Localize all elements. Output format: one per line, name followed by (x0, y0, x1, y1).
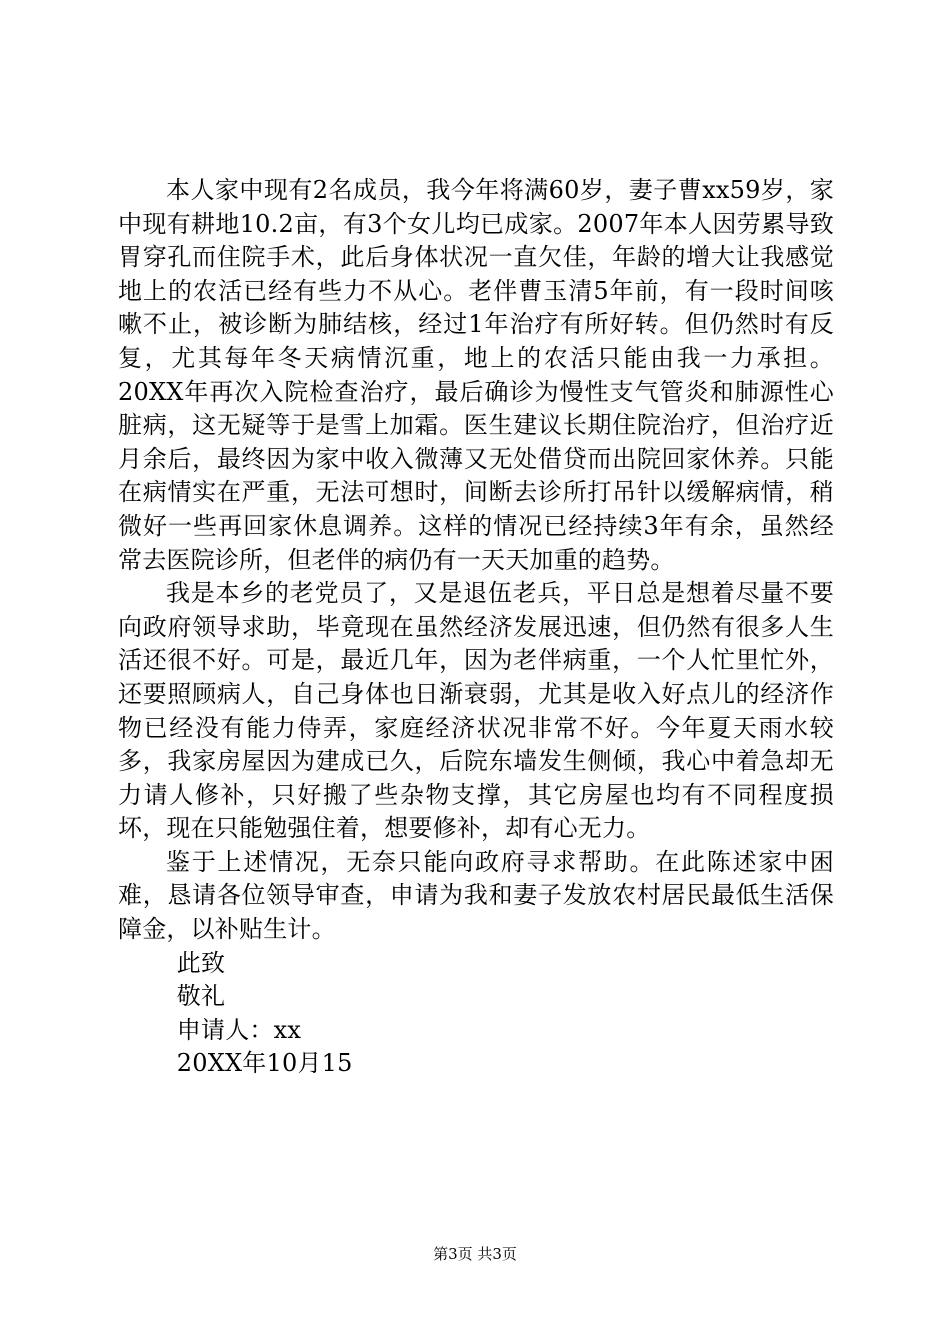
application-date: 20XX年10月15 (176, 1049, 353, 1078)
paragraph-family-situation: 本人家中现有2名成员，我今年将满60岁，妻子曹xx59岁，家中现有耕地10.2亩，有3个女儿均已成家。2007年本人因劳累导致胃穿孔而住院手术，此后身体状况一直欠佳，年龄的增大让我感觉地上的农活已经有些力不从心。老伴曹玉清5年前，有一段时间咳嗽不止，被诊断为肺结核，经过1年治疗有所好转。但仍然时有反复，尤其每年冬天病情沉重，地上的农活只能由我一力承担。20XX年再次入院检查治疗，最后确诊为慢性支气管炎和肺源性心脏病，这无疑等于是雪上加霜。医生建议长期住院治疗，但治疗近月余后，最终因为家中收入微薄又无处借贷而出院回家休养。只能在病情实在严重，无法可想时，间断去诊所打吊针以缓解病情，稍微好一些再回家休息调养。这样的情况已经持续3年有余，虽然经常去医院诊所，但老伴的病仍有一天天加重的趋势。 (118, 176, 834, 574)
paragraph-personal-hardship: 我是本乡的老党员了，又是退伍老兵，平日总是想着尽量不要向政府领导求助，毕竟现在虽然经济发展迅速，但仍然有很多人生活还很不好。可是，最近几年，因为老伴病重，一个人忙里忙外，还要照顾病人，自己身体也日渐衰弱，尤其是收入好点儿的经济作物已经没有能力侍弄，家庭经济状况非常不好。今年夏天雨水较多，我家房屋因为建成已久，后院东墙发生侧倾，我心中着急却无力请人修补，只好搬了些杂物支撑，其它房屋也均有不同程度损坏，现在只能勉强住着，想要修补，却有心无力。 (118, 579, 834, 843)
salutation-jingli: 敬礼 (176, 982, 226, 1011)
applicant-signature: 申请人：xx (176, 1015, 302, 1044)
page-footer: 第3页 共3页 (433, 1245, 517, 1263)
paragraph-request: 鉴于上述情况，无奈只能向政府寻求帮助。在此陈述家中困难，恳请各位领导审查，申请为我和妻子发放农村居民最低生活保障金，以补贴生计。 (118, 847, 834, 944)
salutation-cizhi: 此致 (176, 948, 226, 977)
document-body (118, 174, 834, 1081)
